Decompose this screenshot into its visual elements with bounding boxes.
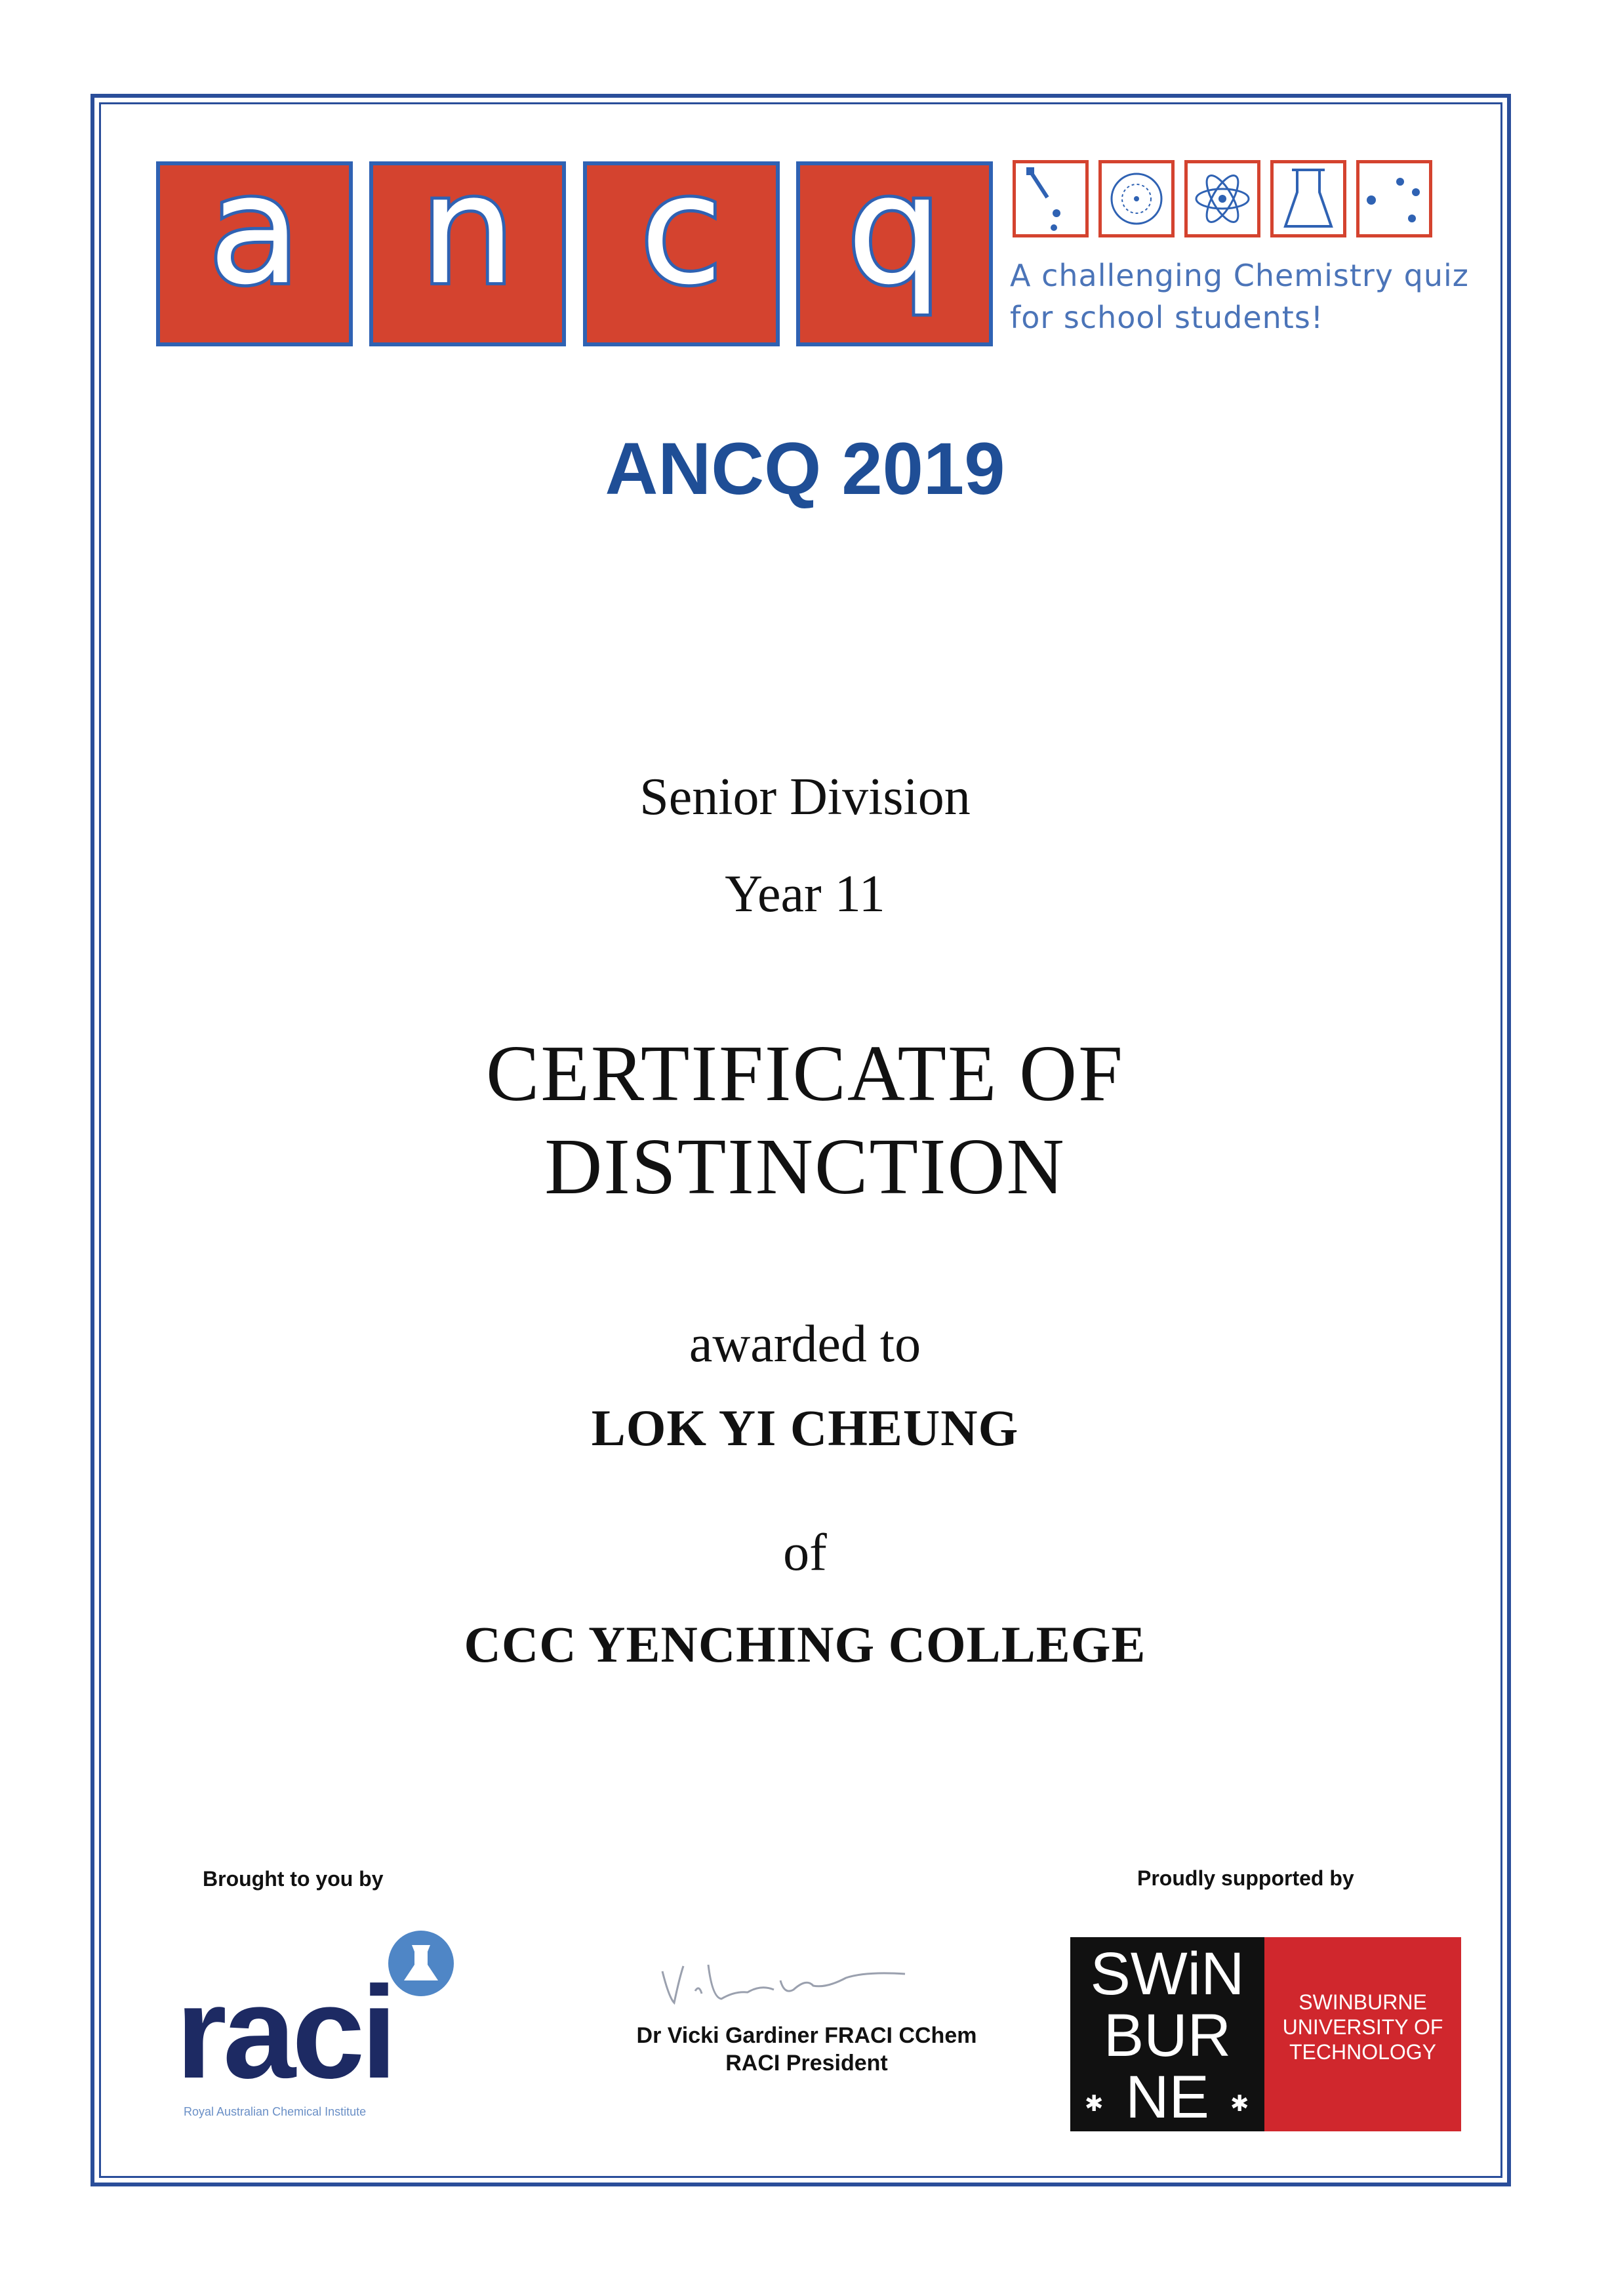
swinburne-full-name bbox=[1264, 1990, 1461, 2064]
division-text: Senior Division bbox=[639, 768, 971, 826]
star-icon: ✱ bbox=[1230, 2091, 1249, 2117]
logo-letter-n: n bbox=[420, 165, 515, 319]
beaker-icon bbox=[1270, 160, 1346, 237]
raci-wordmark: raci bbox=[176, 1959, 393, 2106]
swinburne-name-line-2: UNIVERSITY OF bbox=[1282, 2015, 1443, 2039]
certificate-heading bbox=[0, 1027, 1610, 1214]
logo-tile-n bbox=[369, 161, 566, 346]
logo-letter-a: a bbox=[208, 165, 301, 319]
certificate-heading-line-2: DISTINCTION bbox=[544, 1122, 1066, 1211]
logo-letter-c: c bbox=[639, 165, 723, 319]
tagline-line-2: for school students! bbox=[1010, 300, 1324, 335]
raci-subtitle: Royal Australian Chemical Institute bbox=[184, 2105, 367, 2118]
signer-title: RACI President bbox=[725, 2051, 888, 2076]
logo-tile-a bbox=[156, 161, 353, 346]
orbital-icon bbox=[1098, 160, 1175, 237]
signature bbox=[649, 1952, 925, 2011]
of-text: of bbox=[783, 1524, 827, 1582]
year-text: Year 11 bbox=[725, 865, 885, 923]
certificate-title: ANCQ 2019 bbox=[605, 428, 1005, 510]
swinburne-black-panel bbox=[1070, 1937, 1264, 2131]
signer-block bbox=[577, 2022, 1036, 2077]
swinburne-logo bbox=[1070, 1937, 1461, 2131]
swinburne-word-line-3: NE bbox=[1125, 2064, 1209, 2131]
tagline-line-1: A challenging Chemistry quiz bbox=[1010, 258, 1469, 293]
school-name: CCC YENCHING COLLEGE bbox=[464, 1616, 1146, 1673]
swinburne-word-line-1: SWiN bbox=[1090, 1940, 1245, 2007]
logo-letter-q: q bbox=[847, 165, 942, 319]
brought-to-you-by-label: Brought to you by bbox=[203, 1867, 384, 1891]
dots-icon bbox=[1356, 160, 1432, 237]
swinburne-word-line-2: BUR bbox=[1103, 2002, 1232, 2069]
logo-tile-c bbox=[583, 161, 780, 346]
dropper-icon bbox=[1013, 160, 1089, 237]
logo-tile-q bbox=[796, 161, 993, 346]
logo-tagline bbox=[1010, 255, 1469, 338]
signer-name: Dr Vicki Gardiner FRACI CChem bbox=[636, 2023, 977, 2048]
atom-icon bbox=[1184, 160, 1260, 237]
swinburne-name-line-3: TECHNOLOGY bbox=[1289, 2040, 1437, 2064]
recipient-name: LOK YI CHEUNG bbox=[591, 1399, 1019, 1456]
star-icon: ✱ bbox=[1085, 2091, 1104, 2117]
raci-logo bbox=[176, 1925, 464, 2122]
awarded-to-text: awarded to bbox=[689, 1315, 921, 1373]
proudly-supported-by-label: Proudly supported by bbox=[1137, 1866, 1354, 1890]
certificate-heading-line-1: CERTIFICATE OF bbox=[485, 1029, 1125, 1118]
swinburne-name-line-1: SWINBURNE bbox=[1298, 1990, 1427, 2014]
